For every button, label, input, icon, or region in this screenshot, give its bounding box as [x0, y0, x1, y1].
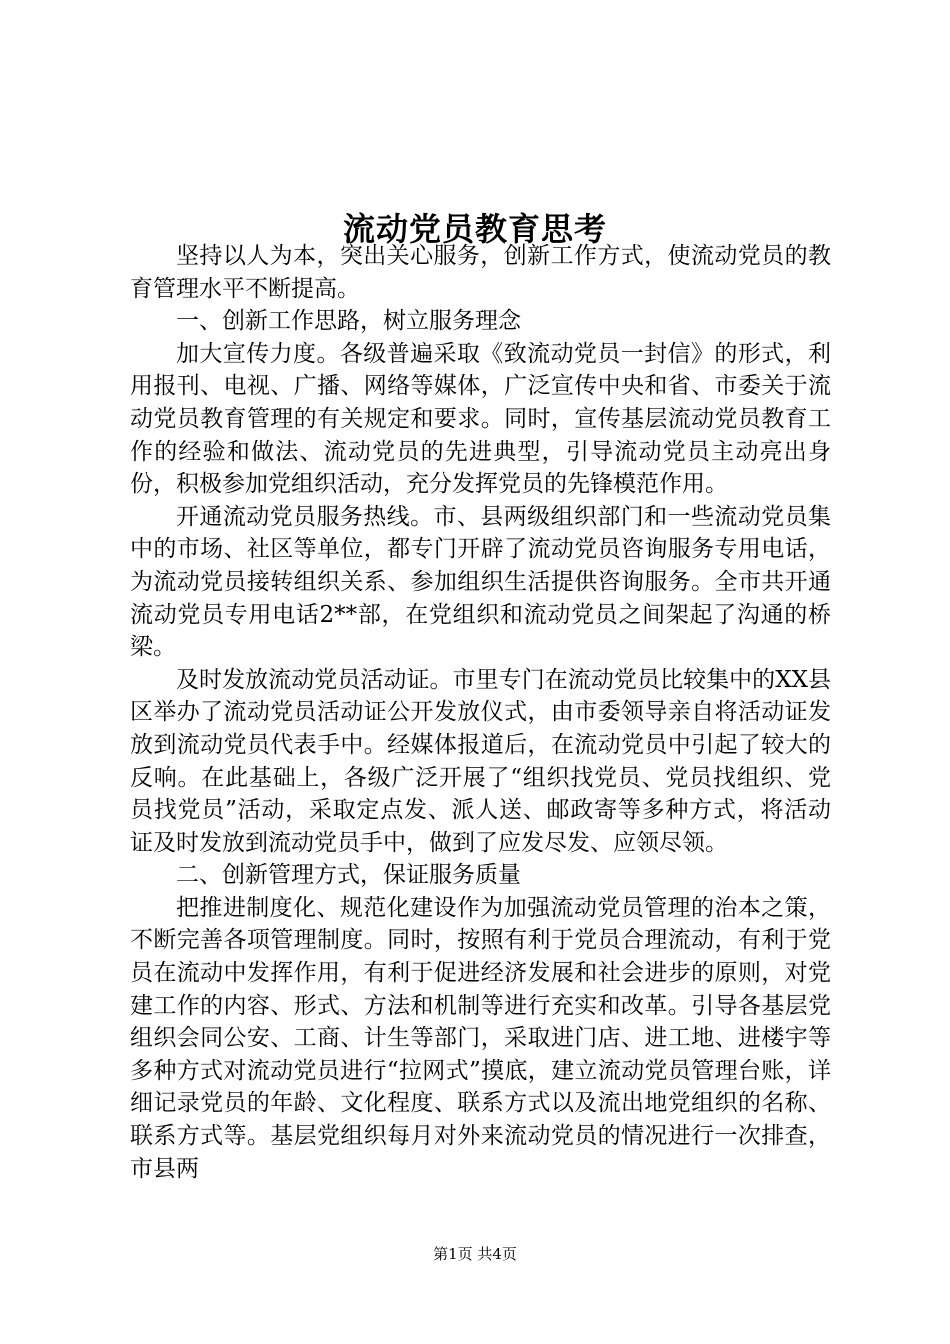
paragraph-management: 把推进制度化、规范化建设作为加强流动党员管理的治本之策，不断完善各项管理制度。同时，按照有利于党员合理流动，有利于党员在流动中发挥作用，有利于促进经济发展和社会进步的原则，对党建工作的内容、形式、方法和机制等进行充实和改革。引导各基层党组织会同公安、工商、计生等部门，采取进门店、进工地、进楼宇等多种方式对流动党员进行“拉网式”摸底，建立流动党员管理台账，详细记录党员的年龄、文化程度、联系方式以及流出地党组织的名称、联系方式等。基层党组织每月对外来流动党员的情况进行一次排查，市县两 — [130, 894, 831, 1182]
paragraph-hotline: 开通流动党员服务热线。市、县两级组织部门和一些流动党员集中的市场、社区等单位，都专门开辟了流动党员咨询服务专用电话，为流动党员接转组织关系、参加组织生活提供咨询服务。全市共开通流动党员专用电话2**部，在党组织和流动党员之间架起了沟通的桥梁。 — [130, 503, 831, 661]
section-heading-1: 一、创新工作思路，树立服务理念 — [176, 308, 521, 335]
section-heading-2: 二、创新管理方式，保证服务质量 — [176, 862, 521, 889]
paragraph-publicity: 加大宣传力度。各级普遍采取《致流动党员一封信》的形式，利用报刊、电视、广播、网络等媒体，广泛宣传中央和省、市委关于流动党员教育管理的有关规定和要求。同时，宣传基层流动党员教育工作的经验和做法、流动党员的先进典型，引导流动党员主动亮出身份，积极参加党组织活动，充分发挥党员的先锋模范作用。 — [130, 340, 831, 498]
paragraph-intro: 坚持以人为本，突出关心服务，创新工作方式，使流动党员的教育管理水平不断提高。 — [130, 243, 831, 302]
paragraph-activity-card: 及时发放流动党员活动证。市里专门在流动党员比较集中的XX县区举办了流动党员活动证公开发放仪式，由市委领导亲自将活动证发放到流动党员代表手中。经媒体报道后，在流动党员中引起了较大的反响。在此基础上，各级广泛开展了“组织找党员、党员找组织、党员找党员”活动，采取定点发、派人送、邮政寄等多种方式，将活动证及时发放到流动党员手中，做到了应发尽发、应领尽领。 — [130, 666, 831, 856]
document-body — [130, 240, 831, 1185]
page-number-footer: 第1页 共4页 — [433, 1245, 517, 1263]
document-title: 流动党员教育思考 — [342, 210, 607, 249]
